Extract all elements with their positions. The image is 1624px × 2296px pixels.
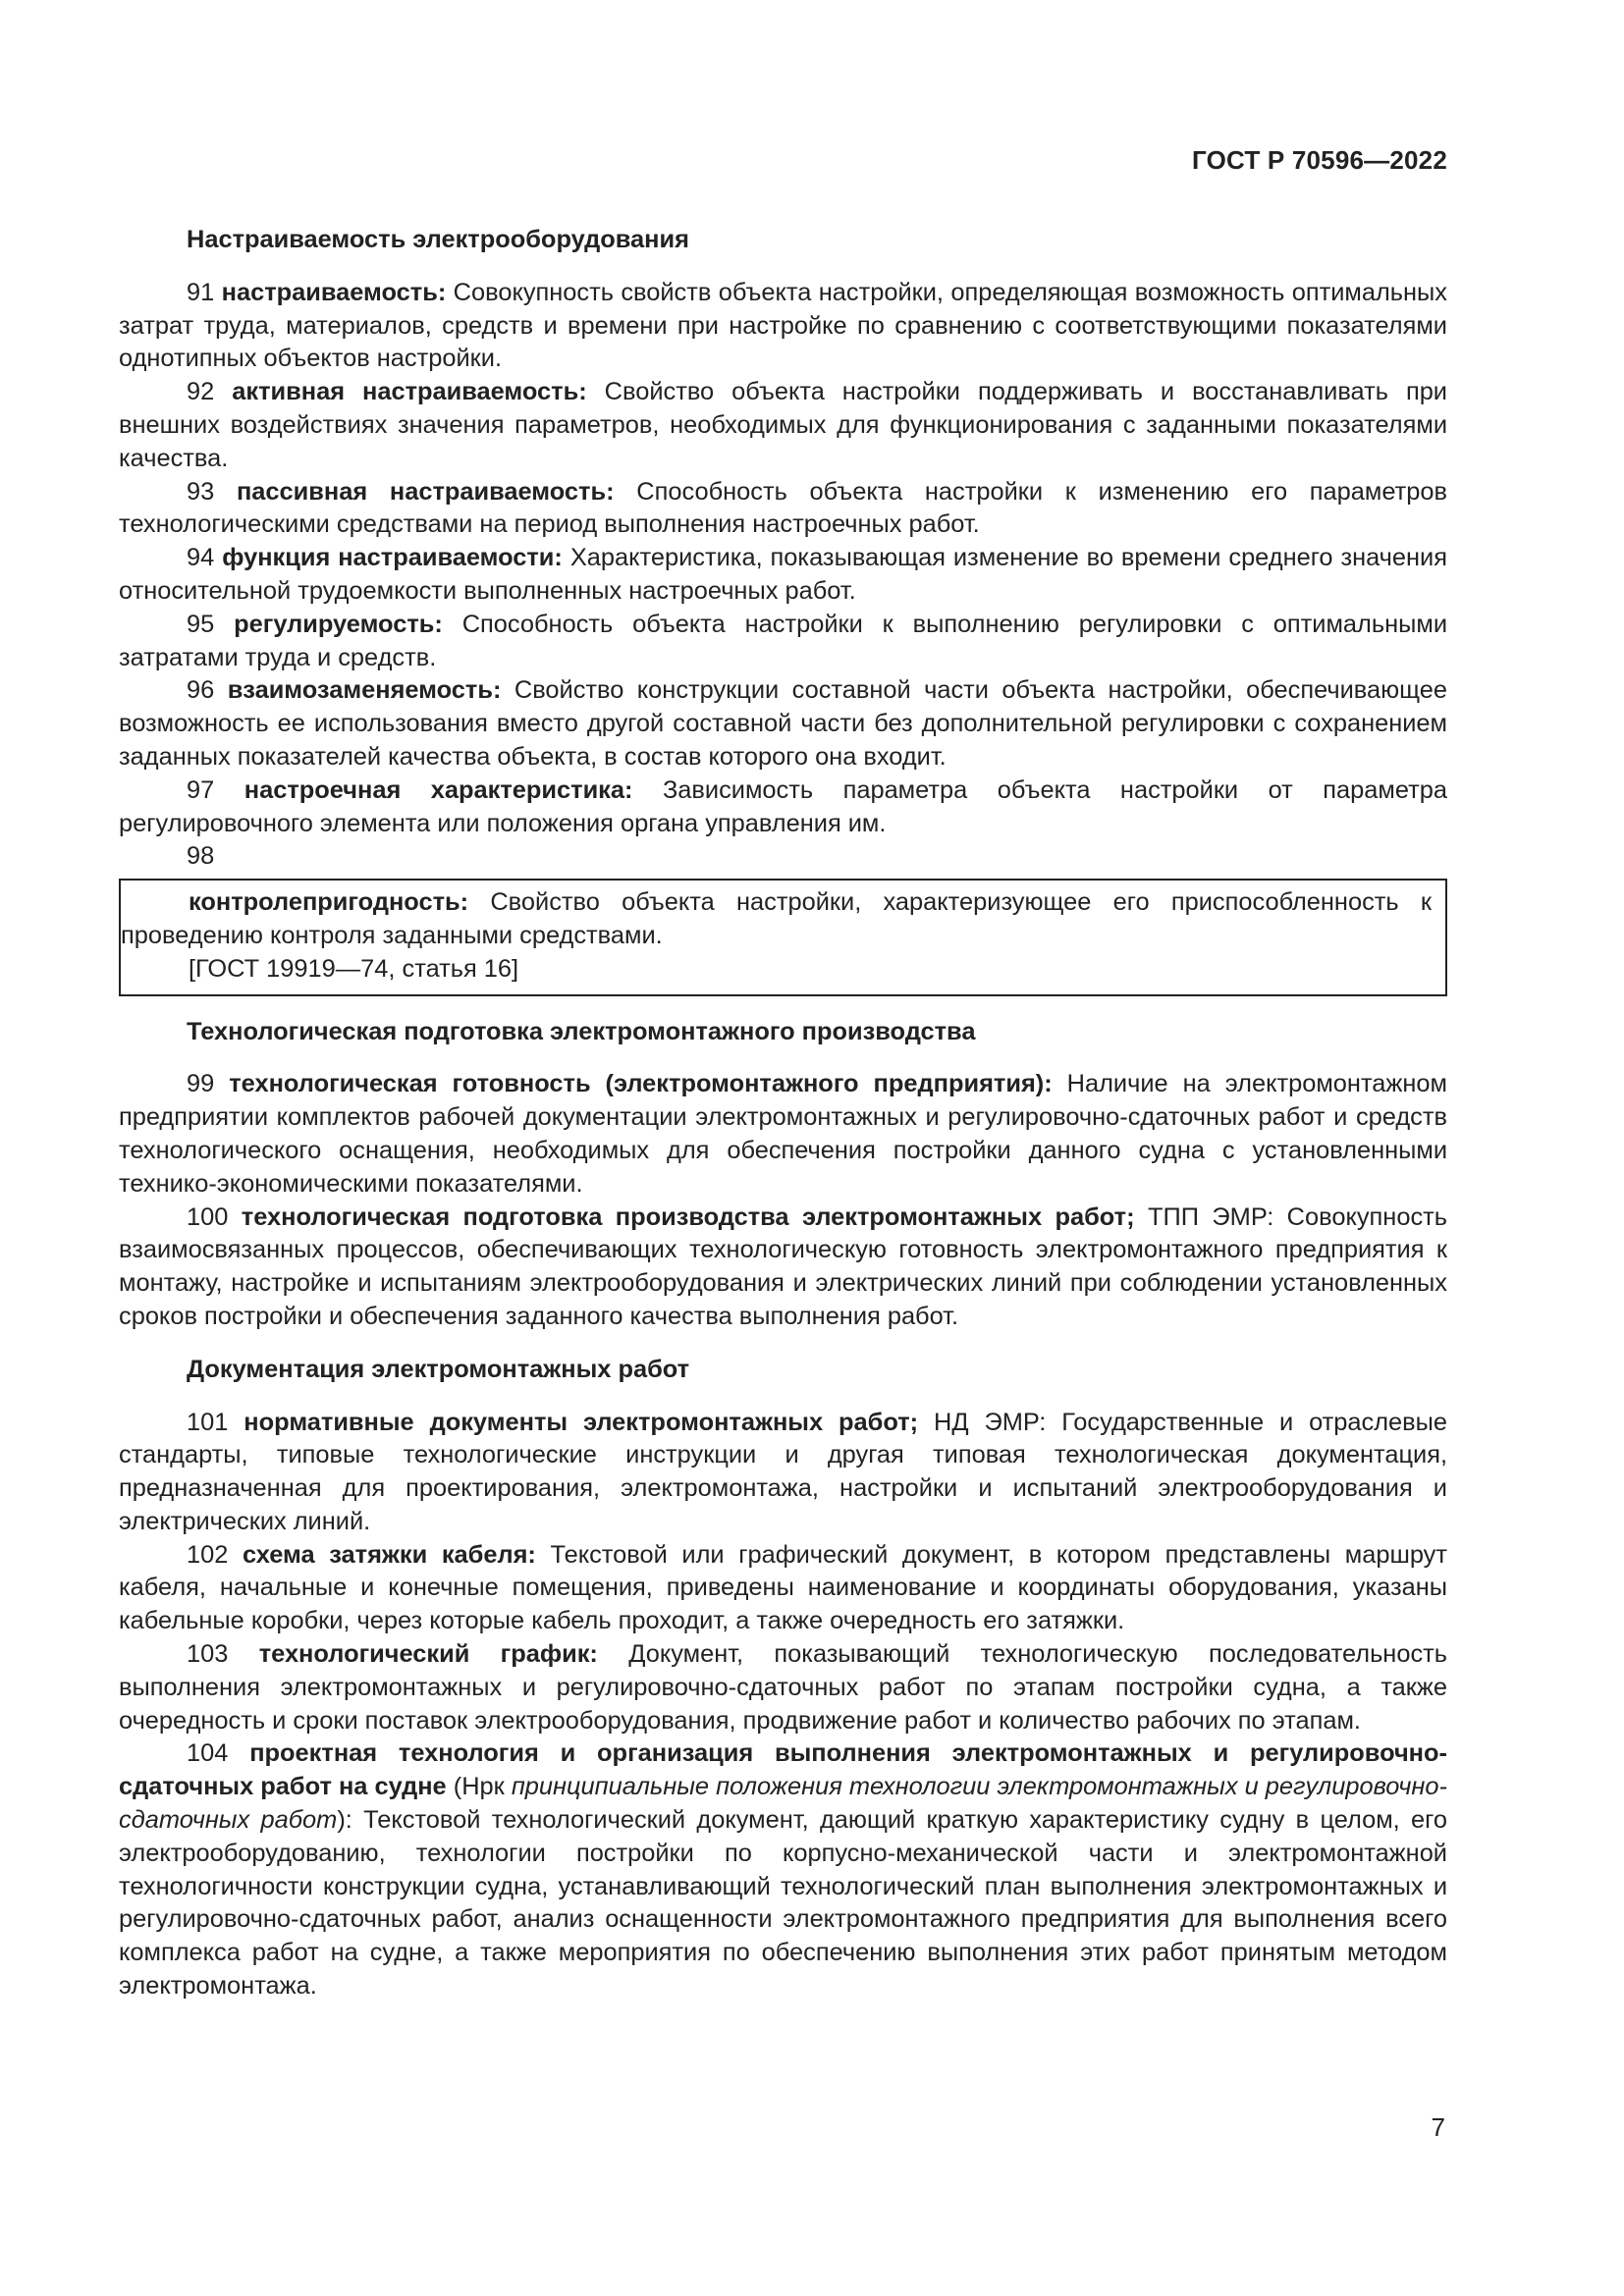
term-note-close: ): <box>337 1806 352 1835</box>
term-entry <box>119 542 1447 609</box>
term-entry <box>119 1737 1447 2002</box>
term-number: 93 <box>187 477 215 506</box>
term-name: функция настраиваемости: <box>222 544 563 572</box>
term-entry <box>119 1068 1447 1201</box>
source-reference: [ГОСТ 19919—74, статья 16] <box>189 954 519 983</box>
term-name: схема затяжки кабеля: <box>243 1540 536 1569</box>
term-number: 100 <box>187 1202 229 1231</box>
term-name: активная настраиваемость: <box>232 378 587 406</box>
term-definition: Наличие на электромонтажном предприятии комплектов рабочей документации электромонтажных и регулировочно-сдаточных работ и средств технологического оснащения, необходимых для обеспечения постройки данного судна с установленными технико-экономическими показателями. <box>119 1070 1447 1198</box>
page-number: 7 <box>1431 2112 1445 2142</box>
term-name: технологическая подготовка производства электромонтажных работ; <box>241 1202 1135 1231</box>
term-definition: Характеристика, показывающая изменение во времени среднего значения относительной трудоемкости выполненных настроечных работ. <box>119 544 1447 605</box>
term-entry <box>119 1539 1447 1638</box>
term-definition: Свойство объекта настройки поддерживать и восстанавливать при внешних воздействиях значения параметров, необходимых для функционирования с заданными показателями качества. <box>119 378 1447 472</box>
term-entry <box>119 376 1447 475</box>
term-name: технологическая готовность (электромонтажного предприятия): <box>229 1070 1053 1098</box>
term-number: 96 <box>187 676 215 705</box>
term-entry <box>121 886 1432 953</box>
term-entry <box>119 674 1447 774</box>
term-definition: Текстовой технологический документ, дающий краткую характеристику судну в целом, его электрооборудованию, технологии постройки по корпусно-механической части и электромонтажной технологичности конструкции судна, устанавливающий технологический план выполнения электромонтажных и регулировочно-сдаточных работ, анализ оснащенности электромонтажного предприятия для выполнения всего комплекса работ на судне, а также мероприятия по обеспечению выполнения этих работ принятым методом электромонтажа. <box>119 1806 1447 2001</box>
term-number: 95 <box>187 610 215 638</box>
term-entry <box>119 277 1447 376</box>
term-name: настроечная характеристика: <box>244 775 633 804</box>
page-body <box>119 224 1447 2003</box>
term-definition: ТПП ЭМР: Совокупность взаимосвязанных процессов, обеспечивающих технологическую готовность электромонтажного предприятия к монтажу, настройке и испытаниям электрооборудования и электрических линий при соблюдении установленных сроков постройки и обеспечения заданного качества выполнения работ. <box>119 1202 1447 1330</box>
term-note-open: (Нрк <box>453 1773 505 1801</box>
term-definition: Зависимость параметра объекта настройки от параметра регулировочного элемента или положения органа управления им. <box>119 775 1447 837</box>
term-name: проектная технология и организация выполнения электромонтажных и регулировочно-сдаточных работ на судне <box>119 1739 1447 1801</box>
term-entry <box>119 1638 1447 1737</box>
term-name: пассивная настраиваемость: <box>236 477 615 506</box>
term-entry <box>119 1201 1447 1334</box>
term-number: 98 <box>187 842 215 871</box>
term-definition: НД ЭМР: Государственные и отраслевые стандарты, типовые технологические инструкции и другая типовая технологическая документация, предназначенная для проектирования, электромонтажа, настройки и испытаний электрооборудования и электрических линий. <box>119 1408 1447 1535</box>
term-number: 103 <box>187 1640 229 1669</box>
section-heading: Документация электромонтажных работ <box>187 1355 690 1383</box>
term-definition: Совокупность свойств объекта настройки, определяющая возможность оптимальных затрат труда, материалов, средств и времени при настройке по сравнению с соответствующими показателями однотипных объектов настройки. <box>119 278 1447 373</box>
term-name: настраиваемость: <box>221 278 447 306</box>
term-entry <box>119 774 1447 841</box>
term-entry <box>119 609 1447 675</box>
term-number: 101 <box>187 1408 229 1436</box>
term-entry <box>119 476 1447 543</box>
term-name: регулируемость: <box>234 610 443 638</box>
term-definition: Текстовой или графический документ, в котором представлены маршрут кабеля, начальные и конечные помещения, приведены наименование и координаты оборудования, указаны кабельные коробки, через которые кабель проходит, а также очередность его затяжки. <box>119 1540 1447 1635</box>
quoted-term-box <box>119 879 1447 995</box>
term-note-italic: принципиальные положения технологии электромонтажных и регулировочно-сдаточных работ <box>119 1773 1447 1835</box>
term-name: нормативные документы электромонтажных работ; <box>244 1408 919 1436</box>
document-code: ГОСТ Р 70596—2022 <box>1192 145 1447 175</box>
term-name: взаимозаменяемость: <box>227 676 502 705</box>
term-number: 92 <box>187 378 215 406</box>
term-entry <box>119 1407 1447 1539</box>
term-definition: Способность объекта настройки к выполнению регулировки с оптимальными затратами труда и средств. <box>119 610 1447 671</box>
term-definition: Свойство конструкции составной части объекта настройки, обеспечивающее возможность ее использования вместо другой составной части без дополнительной регулировки с сохранением заданных показателей качества объекта, в состав которого она входит. <box>119 676 1448 771</box>
section-heading: Технологическая подготовка электромонтажного производства <box>187 1017 976 1045</box>
term-number: 97 <box>187 775 215 804</box>
term-number: 91 <box>187 278 215 306</box>
term-number: 99 <box>187 1070 215 1098</box>
section-heading: Настраиваемость электрооборудования <box>187 226 689 253</box>
term-number: 94 <box>187 544 215 572</box>
term-number: 102 <box>187 1540 229 1569</box>
term-name: контролепригодность: <box>189 888 469 917</box>
term-definition: Способность объекта настройки к изменению его параметров технологическими средствами на период выполнения настроечных работ. <box>119 477 1447 539</box>
term-definition: Документ, показывающий технологическую последовательность выполнения электромонтажных и регулировочно-сдаточных работ по этапам постройки судна, а также очередность и сроки поставок электрооборудования, продвижение работ и количество рабочих по этапам. <box>119 1640 1448 1735</box>
term-name: технологический график: <box>258 1640 598 1669</box>
term-number: 104 <box>187 1739 229 1768</box>
term-definition: Свойство объекта настройки, характеризующее его приспособленность к проведению контроля заданными средствами. <box>121 888 1432 949</box>
